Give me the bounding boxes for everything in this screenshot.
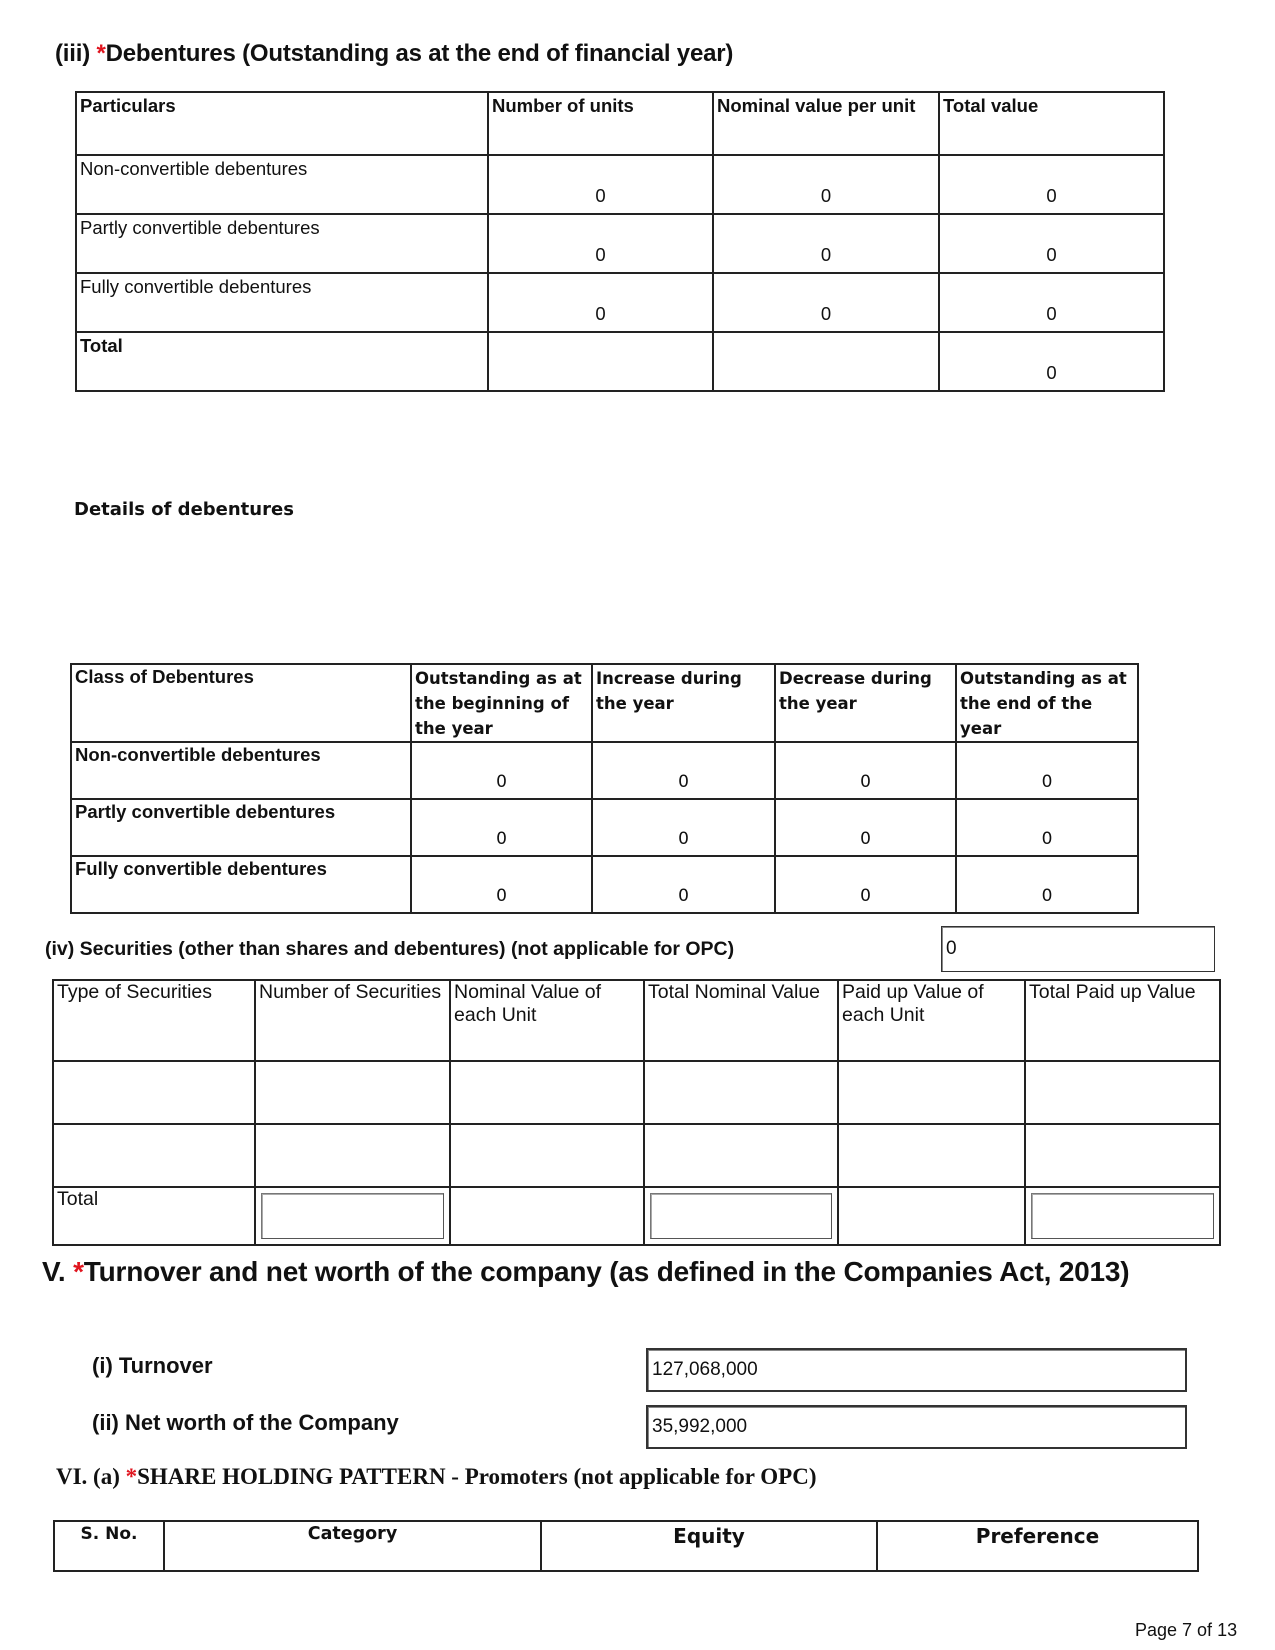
header-class-of-debentures: Class of Debentures — [71, 664, 411, 742]
table-cell — [450, 1187, 644, 1245]
header-increase: Increase during the year — [592, 664, 775, 742]
section-iv-heading: (iv) Securities (other than shares and debentures) (not applicable for OPC) — [45, 938, 735, 960]
turnover-field[interactable]: 127,068,000 — [646, 1348, 1187, 1392]
section-vi-title: SHARE HOLDING PATTERN - Promoters (not applicable for OPC) — [137, 1464, 817, 1489]
beginning-value: 0 — [411, 856, 592, 913]
total-label: Total — [76, 332, 488, 391]
debentures-outstanding-table — [75, 91, 1165, 392]
section-vi-prefix: VI. (a) — [56, 1464, 126, 1489]
header-total-paid-up-value: Total Paid up Value — [1025, 980, 1220, 1061]
units-value: 0 — [488, 155, 713, 214]
total-number-cell — [255, 1187, 450, 1245]
header-outstanding-end: Outstanding as at the end of the year — [956, 664, 1138, 742]
nominal-value: 0 — [713, 214, 939, 273]
debenture-class: Non-convertible debentures — [71, 742, 411, 799]
decrease-value: 0 — [775, 856, 956, 913]
header-outstanding-beginning: Outstanding as at the beginning of the year — [411, 664, 592, 742]
end-value: 0 — [956, 799, 1138, 856]
table-cell[interactable] — [53, 1124, 255, 1187]
header-preference: Preference — [877, 1521, 1198, 1571]
total-row — [53, 1187, 1220, 1245]
table-row — [71, 799, 1138, 856]
total-nominal-value-field[interactable] — [650, 1193, 832, 1239]
table-cell — [838, 1187, 1025, 1245]
table-row — [76, 273, 1164, 332]
units-value: 0 — [488, 214, 713, 273]
table-cell[interactable] — [450, 1124, 644, 1187]
nominal-value: 0 — [713, 155, 939, 214]
table-row — [76, 214, 1164, 273]
table-cell[interactable] — [644, 1124, 838, 1187]
required-asterisk: * — [125, 1464, 138, 1489]
table-cell[interactable] — [838, 1124, 1025, 1187]
table-header-row — [76, 92, 1164, 155]
header-particulars: Particulars — [76, 92, 488, 155]
table-row — [76, 155, 1164, 214]
details-of-debentures-table — [70, 663, 1139, 914]
header-equity: Equity — [541, 1521, 877, 1571]
row-label: Partly convertible debentures — [76, 214, 488, 273]
table-row — [71, 856, 1138, 913]
total-row — [76, 332, 1164, 391]
turnover-label: (i) Turnover — [92, 1353, 213, 1378]
header-total-nominal-value: Total Nominal Value — [644, 980, 838, 1061]
table-row — [53, 1124, 1220, 1187]
units-value: 0 — [488, 273, 713, 332]
increase-value: 0 — [592, 742, 775, 799]
row-label: Fully convertible debentures — [76, 273, 488, 332]
nominal-value: 0 — [713, 273, 939, 332]
details-of-debentures-heading: Details of debentures — [74, 499, 294, 520]
section-iii-prefix: (iii) — [55, 40, 97, 67]
table-cell[interactable] — [450, 1061, 644, 1124]
header-number-of-units: Number of units — [488, 92, 713, 155]
debenture-class: Fully convertible debentures — [71, 856, 411, 913]
total-number-of-securities-field[interactable] — [261, 1193, 444, 1239]
table-cell[interactable] — [644, 1061, 838, 1124]
header-category: Category — [164, 1521, 541, 1571]
section-v-prefix: V. — [42, 1256, 74, 1287]
header-decrease: Decrease during the year — [775, 664, 956, 742]
net-worth-label: (ii) Net worth of the Company — [92, 1410, 399, 1435]
total-label: Total — [53, 1187, 255, 1245]
section-v-title: Turnover and net worth of the company (as defined in the Companies Act, 2013) — [83, 1256, 1130, 1287]
total-units — [488, 332, 713, 391]
section-vi-heading — [56, 1464, 816, 1490]
total-paid-up-value-field[interactable] — [1031, 1193, 1214, 1239]
table-cell[interactable] — [255, 1061, 450, 1124]
table-cell[interactable] — [1025, 1124, 1220, 1187]
total-value: 0 — [939, 214, 1164, 273]
share-holding-pattern-table — [53, 1520, 1199, 1572]
row-label: Non-convertible debentures — [76, 155, 488, 214]
section-v-heading — [42, 1256, 1129, 1288]
header-nominal-value-each-unit: Nominal Value of each Unit — [450, 980, 644, 1061]
securities-value-field[interactable]: 0 — [941, 926, 1215, 972]
header-number-of-securities: Number of Securities — [255, 980, 450, 1061]
header-paid-up-value-each-unit: Paid up Value of each Unit — [838, 980, 1025, 1061]
securities-table — [52, 979, 1221, 1246]
section-iii-heading — [55, 40, 733, 68]
increase-value: 0 — [592, 856, 775, 913]
required-asterisk: * — [73, 1256, 84, 1287]
total-nominal-cell — [644, 1187, 838, 1245]
header-total-value: Total value — [939, 92, 1164, 155]
debenture-class: Partly convertible debentures — [71, 799, 411, 856]
decrease-value: 0 — [775, 742, 956, 799]
header-type-of-securities: Type of Securities — [53, 980, 255, 1061]
total-paid-up-cell — [1025, 1187, 1220, 1245]
end-value: 0 — [956, 856, 1138, 913]
table-cell[interactable] — [1025, 1061, 1220, 1124]
total-value: 0 — [939, 155, 1164, 214]
beginning-value: 0 — [411, 742, 592, 799]
table-header-row — [53, 980, 1220, 1061]
total-nominal — [713, 332, 939, 391]
beginning-value: 0 — [411, 799, 592, 856]
total-value: 0 — [939, 273, 1164, 332]
table-cell[interactable] — [838, 1061, 1025, 1124]
net-worth-field[interactable]: 35,992,000 — [646, 1405, 1187, 1449]
grand-total-value: 0 — [939, 332, 1164, 391]
table-row — [71, 742, 1138, 799]
table-cell[interactable] — [53, 1061, 255, 1124]
section-iii-title: Debentures (Outstanding as at the end of financial year) — [105, 40, 734, 67]
decrease-value: 0 — [775, 799, 956, 856]
table-header-row — [54, 1521, 1198, 1571]
end-value: 0 — [956, 742, 1138, 799]
table-header-row — [71, 664, 1138, 742]
header-s-no: S. No. — [54, 1521, 164, 1571]
required-asterisk: * — [96, 40, 106, 67]
page-number: Page 7 of 13 — [1135, 1620, 1238, 1640]
table-cell[interactable] — [255, 1124, 450, 1187]
increase-value: 0 — [592, 799, 775, 856]
header-nominal-value-per-unit: Nominal value per unit — [713, 92, 939, 155]
table-row — [53, 1061, 1220, 1124]
